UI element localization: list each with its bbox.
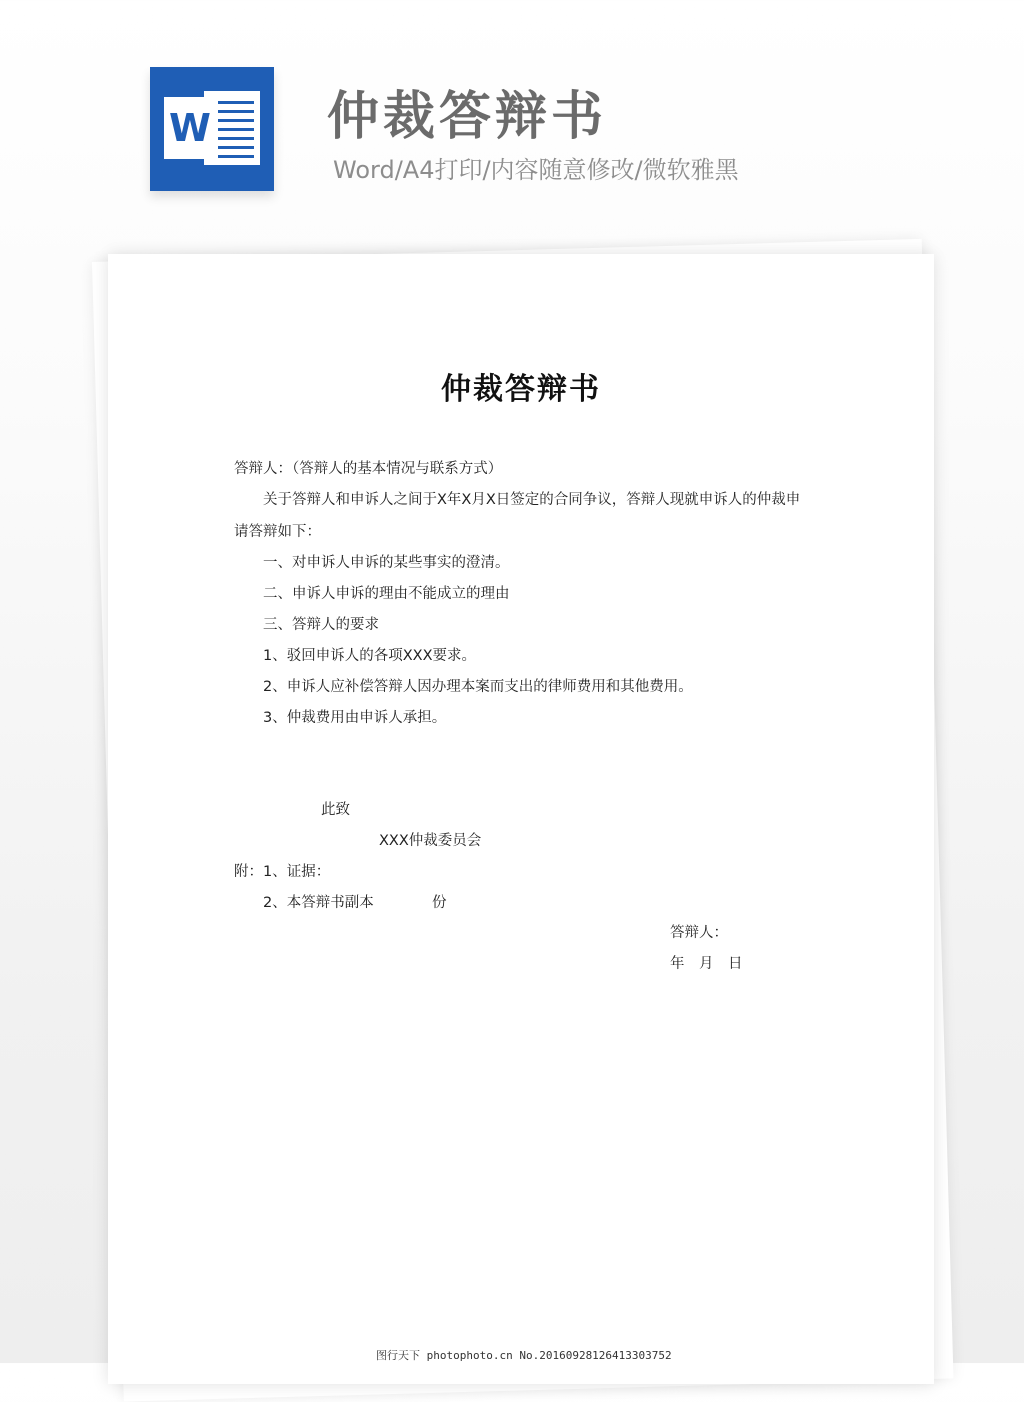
word-logo-icon: [150, 67, 274, 191]
attachment-2-copies: 份: [432, 895, 447, 911]
header-subtitle: Word/A4打印/内容随意修改/微软雅黑: [333, 156, 739, 184]
logo-letter: W: [164, 97, 216, 159]
watermark-text: 图行天下 photophoto.cn No.20160928126413303752: [376, 1349, 672, 1362]
salutation: 此致: [321, 802, 350, 818]
attachment-1: 附：1、证据：: [234, 864, 331, 880]
header-title: 仲裁答辩书: [327, 87, 608, 147]
document-title: 仲裁答辩书: [441, 372, 601, 407]
intro-line-2: 请答辩如下：: [234, 524, 321, 540]
attachment-2: 2、本答辩书副本: [263, 895, 374, 911]
point-2: 二、申诉人申诉的理由不能成立的理由: [263, 586, 510, 602]
respondent-line: 答辩人：（答辩人的基本情况与联系方式）: [234, 461, 503, 477]
intro-line-1: 关于答辩人和申诉人之间于X年X月X日签定的合同争议，答辩人现就申诉人的仲裁申: [263, 492, 801, 508]
recipient: XXX仲裁委员会: [379, 833, 482, 849]
document-page: [108, 254, 934, 1384]
date-line: 年 月 日: [670, 956, 743, 972]
requirement-1: 1、驳回申诉人的各项XXX要求。: [263, 648, 477, 664]
requirement-2: 2、申诉人应补偿答辩人因办理本案而支出的律师费用和其他费用。: [263, 679, 693, 695]
requirement-3: 3、仲裁费用由申诉人承担。: [263, 710, 447, 726]
signature-label: 答辩人：: [670, 925, 728, 941]
point-3: 三、答辩人的要求: [263, 617, 379, 633]
point-1: 一、对申诉人申诉的某些事实的澄清。: [263, 555, 510, 571]
